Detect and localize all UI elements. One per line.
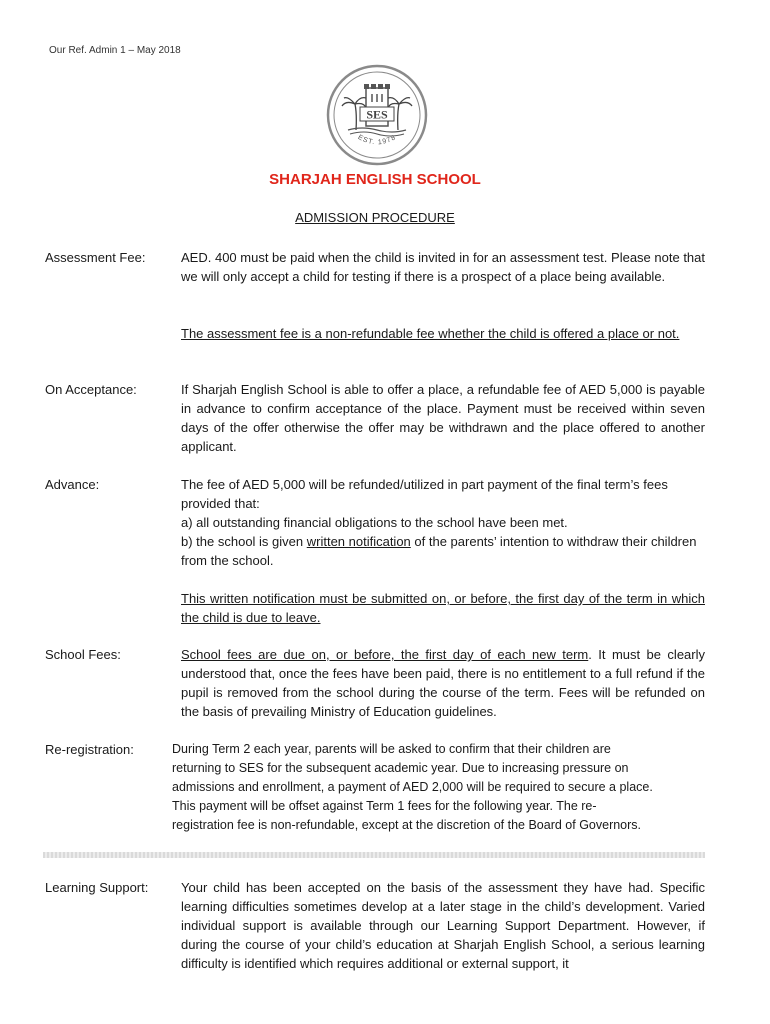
written-notification-emphasis: written notification <box>306 534 411 549</box>
advance-item-b-start: b) the school is given <box>181 534 307 549</box>
label-learning-support: Learning Support: <box>45 880 149 895</box>
advance-item-a: a) all outstanding financial obligations to the school have been met. <box>181 515 568 530</box>
acceptance-text-end: fee of AED 5,000 is payable in advance to confirm acceptance of the place. Payment must be received within seven days of the offer otherwise the offer may be withdrawn and the place offered to another applicant. <box>181 382 705 454</box>
school-fees-emphasis: School fees are due on, or before, the first day of each new term <box>181 647 589 662</box>
section-divider <box>43 852 705 858</box>
label-school-fees: School Fees: <box>45 647 121 662</box>
label-advance: Advance: <box>45 477 100 492</box>
label-on-acceptance: On Acceptance: <box>45 382 137 397</box>
re-registration-line: returning to SES for the subsequent academic year. Due to increasing pressure on <box>172 761 629 775</box>
school-name: SHARJAH ENGLISH SCHOOL <box>269 171 481 188</box>
school-fees-text <box>181 645 705 721</box>
school-crest-logo <box>326 64 428 166</box>
label-re-registration: Re-registration: <box>45 742 134 757</box>
learning-support-text: Your child has been accepted on the basis of the assessment they have had. Specific learning difficulties sometimes develop at a later stage in the child’s development. Varied individual support is available through our Learning Support Department. However, if during the course of your child’s education at Sharjah English School, a serious learning difficulty is identified which requires additional or external support, it <box>181 880 705 971</box>
school-fees-rest: . It must be clearly understood that, once the fees have been paid, there is no entitlement to a full refund if the pupil is removed from the school during the course of the term. Fees will be refunded on the basis of prevailing Ministry of Education guidelines. <box>181 647 705 719</box>
re-registration-line: This payment will be offset against Term 1 fees for the following year. The re- <box>172 799 597 813</box>
page-title: ADMISSION PROCEDURE <box>295 210 455 225</box>
re-registration-line: admissions and enrollment, a payment of AED 2,000 will be required to secure a place. <box>172 780 653 794</box>
label-assessment-fee: Assessment Fee: <box>45 250 146 265</box>
refundable-emphasis: refundable <box>477 382 540 397</box>
logo-established: EST. 1978 <box>356 133 398 147</box>
acceptance-text-start: If Sharjah English School is able to offer a place, a <box>181 382 478 397</box>
advance-text <box>181 475 705 570</box>
acceptance-text <box>181 380 705 456</box>
svg-text:EST. 1978 <box>356 134 397 146</box>
assessment-fee-note: The assessment fee is a non-refundable fee whether the child is offered a place or not. <box>181 326 680 341</box>
re-registration-text <box>172 740 712 835</box>
re-registration-line: During Term 2 each year, parents will be asked to confirm that their children are <box>172 742 611 756</box>
document-reference: Our Ref. Admin 1 – May 2018 <box>49 45 181 56</box>
advance-intro: The fee of AED 5,000 will be refunded/utilized in part payment of the final term’s fees <box>181 477 668 492</box>
re-registration-line: registration fee is non-refundable, except at the discretion of the Board of Governors. <box>172 818 642 832</box>
logo-text: SES <box>366 107 388 122</box>
advance-item-b-end: of the parents’ intention to withdraw their children from the school. <box>181 534 697 568</box>
advance-note: This written notification must be submitted on, or before, the first day of the term in which the child is due to leave. <box>181 591 705 625</box>
assessment-fee-text: AED. 400 must be paid when the child is invited in for an assessment test. Please note that we will only accept a child for testing if there is a prospect of a place being available. <box>181 250 705 284</box>
advance-provided: provided that: <box>181 496 260 511</box>
